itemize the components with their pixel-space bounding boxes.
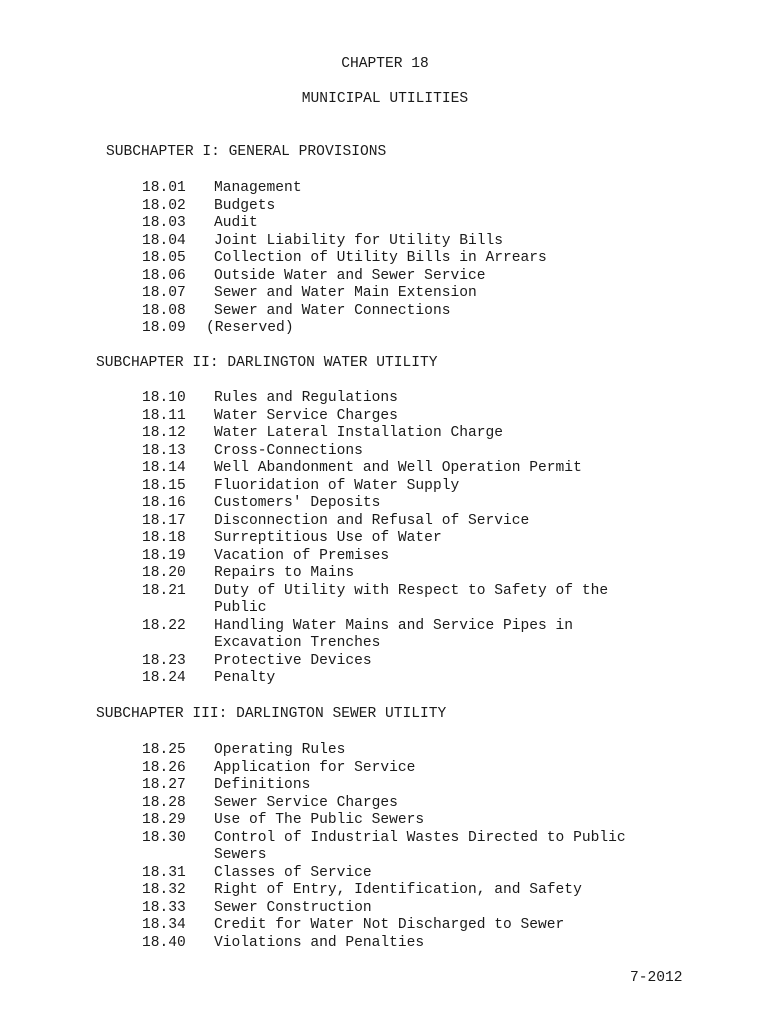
section-number: 18.07 [142,285,186,301]
section-title: Collection of Utility Bills in Arrears [214,250,547,266]
page-footer-date: 7-2012 [630,970,683,986]
section-number: 18.14 [142,460,186,476]
section-number: 18.10 [142,390,186,406]
subchapter-heading: SUBCHAPTER III: DARLINGTON SEWER UTILITY [96,706,447,722]
section-title: Outside Water and Sewer Service [214,267,486,284]
section-title: Water Lateral Installation Charge [214,425,504,441]
section-title: Right of Entry, Identification, and Safety [214,882,582,898]
section-title: Audit [214,215,258,231]
section-number: 18.13 [142,442,186,459]
section-title: Operating Rules [214,742,346,758]
section-number: 18.27 [142,777,186,793]
section-title: Penalty [214,670,276,686]
section-number: 18.30 [142,829,186,846]
section-title: Credit for Water Not Discharged to Sewer [214,917,565,933]
section-number: 18.29 [142,812,186,828]
section-number: 18.08 [142,302,186,319]
section-number: 18.40 [142,934,186,951]
section-number: 18.19 [142,547,186,564]
section-number: 18.05 [142,250,186,266]
section-title: Control of Industrial Wastes Directed to Public Sewers [214,829,626,863]
section-number: 18.16 [142,495,186,511]
section-title: Well Abandonment and Well Operation Permit [214,460,582,476]
section-number: 18.02 [142,197,186,214]
section-number: 18.21 [142,582,186,599]
section-number: 18.15 [142,477,186,494]
section-title: Sewer Construction [214,899,372,916]
section-title: Joint Liability for Utility Bills [214,232,504,249]
section-title: Definitions [214,777,311,793]
section-title: Customers' Deposits [214,495,381,511]
section-title: (Reserved) [206,320,294,336]
section-number: 18.17 [142,512,186,529]
section-title: Duty of Utility with Respect to Safety of the Public [214,582,609,616]
section-title: Sewer Service Charges [214,794,398,811]
section-number: 18.04 [142,232,186,249]
section-number: 18.34 [142,917,186,933]
section-number: 18.06 [142,267,186,284]
section-number: 18.18 [142,530,186,546]
section-number: 18.22 [142,617,186,634]
section-number: 18.23 [142,652,186,669]
section-number: 18.28 [142,794,186,811]
section-title: Classes of Service [214,864,372,881]
section-title: Sewer and Water Main Extension [214,285,477,301]
section-title: Protective Devices [214,652,372,669]
section-number: 18.12 [142,425,186,441]
section-number: 18.20 [142,565,186,581]
section-title: Fluoridation of Water Supply [214,477,460,494]
section-number: 18.31 [142,864,186,881]
section-number: 18.09 [142,320,186,336]
section-title: Violations and Penalties [214,934,425,951]
section-number: 18.03 [142,215,186,231]
chapter-title: MUNICIPAL UTILITIES [301,91,469,107]
section-number: 18.01 [142,180,186,196]
section-number: 18.24 [142,670,186,686]
section-number: 18.26 [142,759,186,776]
section-title: Use of The Public Sewers [214,812,425,828]
section-title: Management [214,180,302,196]
section-number: 18.33 [142,899,186,916]
section-title: Surreptitious Use of Water [214,530,442,546]
section-title: Cross-Connections [214,442,363,459]
section-title: Handling Water Mains and Service Pipes in Excavation Trenches [214,617,574,651]
section-number: 18.25 [142,742,186,758]
section-number: 18.32 [142,882,186,898]
section-title: Water Service Charges [214,407,398,424]
subchapter-heading: SUBCHAPTER II: DARLINGTON WATER UTILITY [96,355,438,371]
section-title: Repairs to Mains [214,565,355,581]
subchapter-heading: SUBCHAPTER I: GENERAL PROVISIONS [106,144,387,160]
section-title: Rules and Regulations [214,390,398,406]
section-title: Budgets [214,197,276,214]
section-title: Vacation of Premises [214,547,390,564]
section-title: Application for Service [214,759,416,776]
section-number: 18.11 [142,407,186,424]
section-title: Sewer and Water Connections [214,302,451,319]
section-title: Disconnection and Refusal of Service [214,512,530,529]
chapter-number: CHAPTER 18 [341,56,429,72]
